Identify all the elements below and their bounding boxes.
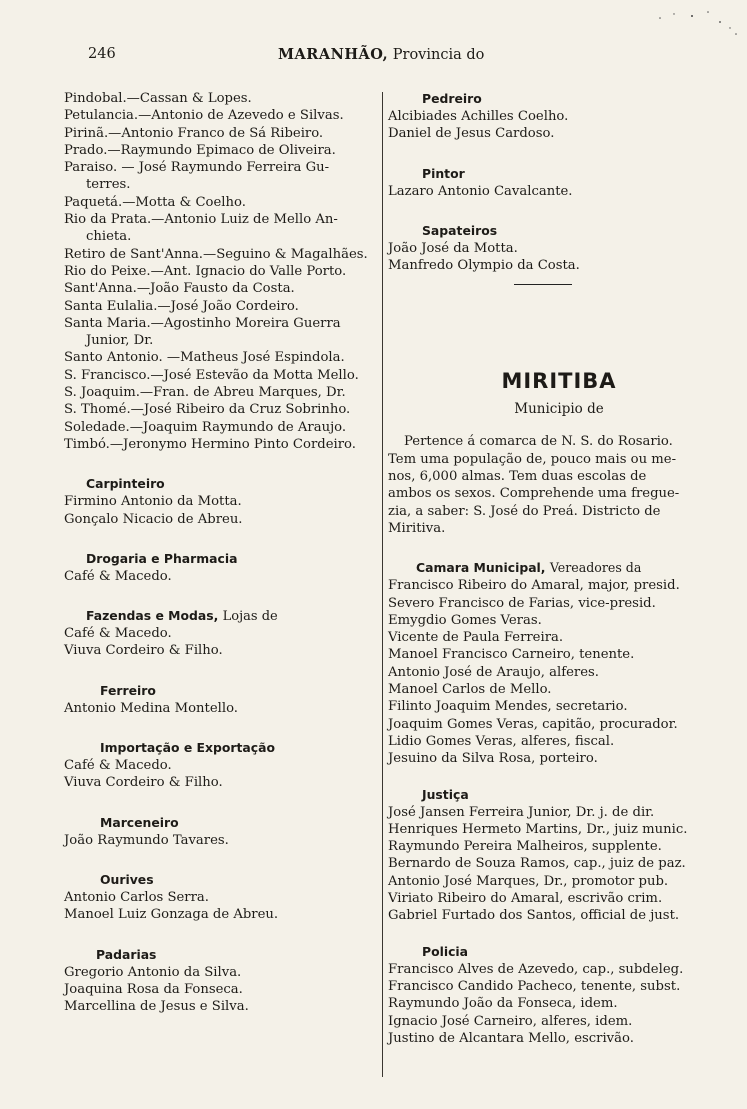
- heading-carpinteiro: Carpinteiro: [86, 476, 165, 492]
- list-item: Viriato Ribeiro do Amaral, escrivão crim.: [388, 891, 663, 907]
- list-item: Santa Eulalia.—José João Cordeiro.: [64, 298, 299, 314]
- list-item: Café & Macedo.: [64, 626, 172, 642]
- list-item: Timbó.—Jeronymo Hermino Pinto Cordeiro.: [64, 436, 356, 452]
- heading-pintor: Pintor: [422, 165, 465, 181]
- paragraph-line: Pertence á comarca de N. S. do Rosario.: [404, 434, 673, 450]
- list-item: Bernardo de Souza Ramos, cap., juiz de paz.: [388, 856, 686, 872]
- list-item: Manoel Luiz Gonzaga de Abreu.: [64, 907, 279, 923]
- right-column: [388, 90, 700, 1047]
- paragraph-line: ambos os sexos. Comprehende uma fregue-: [388, 486, 680, 502]
- list-item: Sant'Anna.—João Fausto da Costa.: [64, 281, 295, 297]
- running-title-rest: Provincia do: [392, 47, 485, 63]
- list-item: Manoel Carlos de Mello.: [388, 682, 552, 698]
- paragraph-line: zia, a saber: S. José do Preá. Districto de: [388, 503, 661, 519]
- paper-specks: [640, 4, 740, 44]
- list-item: Lidio Gomes Veras, alferes, fiscal.: [388, 733, 615, 749]
- list-item: José Jansen Ferreira Junior, Dr. j. de dir.: [388, 804, 655, 820]
- list-item: Pirinã.—Antonio Franco de Sá Ribeiro.: [64, 125, 324, 141]
- list-item: João Raymundo Tavares.: [64, 832, 229, 848]
- list-item: S. Joaquim.—Fran. de Abreu Marques, Dr.: [64, 385, 346, 401]
- running-title: [278, 46, 484, 63]
- list-item: Manoel Francisco Carneiro, tenente.: [388, 647, 635, 663]
- list-item: Prado.—Raymundo Epimaco de Oliveira.: [64, 142, 336, 158]
- list-item: Paquetá.—Motta & Coelho.: [64, 194, 246, 210]
- paragraph-line: Miritiva.: [388, 520, 446, 536]
- list-item: Vicente de Paula Ferreira.: [388, 630, 564, 646]
- list-item: Café & Macedo.: [64, 568, 172, 584]
- list-item: Antonio Medina Montello.: [64, 700, 238, 716]
- heading-camara-rest: Vereadores da: [549, 560, 642, 576]
- heading-ferreiro: Ferreiro: [100, 682, 156, 698]
- camara-list: [388, 577, 700, 767]
- list-item: Antonio Carlos Serra.: [64, 889, 209, 905]
- list-item: Antonio José de Araujo, alferes.: [388, 664, 599, 680]
- list-item: S. Thomé.—José Ribeiro da Cruz Sobrinho.: [64, 402, 351, 418]
- heading-drogaria: Drogaria e Pharmacia: [86, 550, 238, 566]
- list-item: Soledade.—Joaquim Raymundo de Araujo.: [64, 419, 347, 435]
- list-item: Marcellina de Jesus e Silva.: [64, 999, 249, 1015]
- list-item: Joaquina Rosa da Fonseca.: [64, 981, 243, 997]
- list-item: terres.: [86, 177, 131, 193]
- column-divider: [382, 92, 383, 1077]
- list-item: Lazaro Antonio Cavalcante.: [388, 183, 573, 199]
- heading-camara-bold: Camara Municipal,: [416, 560, 546, 576]
- heading-policia: Policia: [422, 943, 469, 959]
- list-item: Café & Macedo.: [64, 758, 172, 774]
- running-title-province: MARANHÃO,: [278, 46, 389, 63]
- list-item: Viuva Cordeiro & Filho.: [64, 643, 223, 659]
- heading-padarias: Padarias: [96, 946, 157, 962]
- paragraph-line: Tem uma população de, pouco mais ou me-: [388, 451, 677, 467]
- heading-fazendas-bold: Fazendas e Modas,: [86, 608, 219, 624]
- list-item: Gregorio Antonio da Silva.: [64, 964, 242, 980]
- list-item: Manfredo Olympio da Costa.: [388, 258, 580, 274]
- heading-sapateiros: Sapateiros: [422, 222, 498, 238]
- list-item: Severo Francisco de Farias, vice-presid.: [388, 595, 656, 611]
- list-item: Retiro de Sant'Anna.—Seguino & Magalhães.: [64, 246, 368, 262]
- paragraph-line: nos, 6,000 almas. Tem duas escolas de: [388, 469, 647, 485]
- list-item: Francisco Candido Pacheco, tenente, subst.: [388, 978, 681, 994]
- list-item: Joaquim Gomes Veras, capitão, procurador.: [388, 716, 678, 732]
- list-item: Santo Antonio. —Matheus José Espindola.: [64, 350, 345, 366]
- list-item: Petulancia.—Antonio de Azevedo e Silvas.: [64, 108, 344, 124]
- list-item: Firmino Antonio da Motta.: [64, 494, 242, 510]
- list-item: Henriques Hermeto Martins, Dr., juiz munic.: [388, 821, 688, 837]
- justica-list: [388, 804, 700, 925]
- list-item: Rio do Peixe.—Ant. Ignacio do Valle Porto.: [64, 263, 347, 279]
- heading-pedreiro: Pedreiro: [422, 91, 482, 106]
- list-item: Daniel de Jesus Cardoso.: [388, 126, 555, 142]
- page-header: [88, 46, 508, 68]
- list-item: Paraiso. — José Raymundo Ferreira Gu-: [64, 160, 330, 176]
- list-item: Jesuino da Silva Rosa, porteiro.: [388, 751, 598, 767]
- list-item: Raymundo João da Fonseca, idem.: [388, 996, 618, 1012]
- list-item: Pindobal.—Cassan & Lopes.: [64, 91, 252, 106]
- heading-ourives: Ourives: [100, 871, 154, 887]
- list-item: João José da Motta.: [388, 240, 518, 256]
- list-item: Raymundo Pereira Malheiros, supplente.: [388, 839, 662, 855]
- list-item: chieta.: [86, 229, 132, 245]
- list-item: Rio da Prata.—Antonio Luiz de Mello An-: [64, 212, 338, 228]
- list-item: S. Francisco.—José Estevão da Motta Mello.: [64, 367, 359, 383]
- list-item: Emygdio Gomes Veras.: [388, 612, 542, 628]
- list-item: Santa Maria.—Agostinho Moreira Guerra: [64, 315, 341, 331]
- localities-list: [64, 90, 380, 453]
- list-item: Junior, Dr.: [86, 333, 154, 349]
- list-item: Gonçalo Nicacio de Abreu.: [64, 511, 243, 527]
- heading-importacao: Importação e Exportação: [100, 740, 275, 756]
- list-item: Francisco Alves de Azevedo, cap., subdeleg.: [388, 961, 684, 977]
- municipality-subtitle: Municipio de: [514, 401, 604, 418]
- municipality-title: MIRITIBA: [501, 369, 617, 394]
- left-column: [64, 90, 380, 1015]
- heading-justica: Justiça: [422, 786, 469, 802]
- list-item: Ignacio José Carneiro, alferes, idem.: [388, 1013, 633, 1029]
- list-item: Antonio José Marques, Dr., promotor pub.: [388, 873, 669, 889]
- list-item: Filinto Joaquim Mendes, secretario.: [388, 699, 628, 715]
- heading-marceneiro: Marceneiro: [100, 814, 179, 830]
- list-item: Viuva Cordeiro & Filho.: [64, 775, 223, 791]
- list-item: Francisco Ribeiro do Amaral, major, presid.: [388, 578, 680, 594]
- heading-fazendas-rest: Lojas de: [222, 609, 278, 625]
- list-item: Justino de Alcantara Mello, escrivão.: [388, 1030, 634, 1046]
- heading-camara: [388, 559, 700, 577]
- list-item: Alcibiades Achilles Coelho.: [388, 109, 569, 124]
- policia-list: [388, 961, 700, 1047]
- heading-fazendas: [64, 607, 380, 625]
- page-number: 246: [88, 46, 116, 62]
- list-item: Gabriel Furtado dos Santos, official de just.: [388, 908, 680, 924]
